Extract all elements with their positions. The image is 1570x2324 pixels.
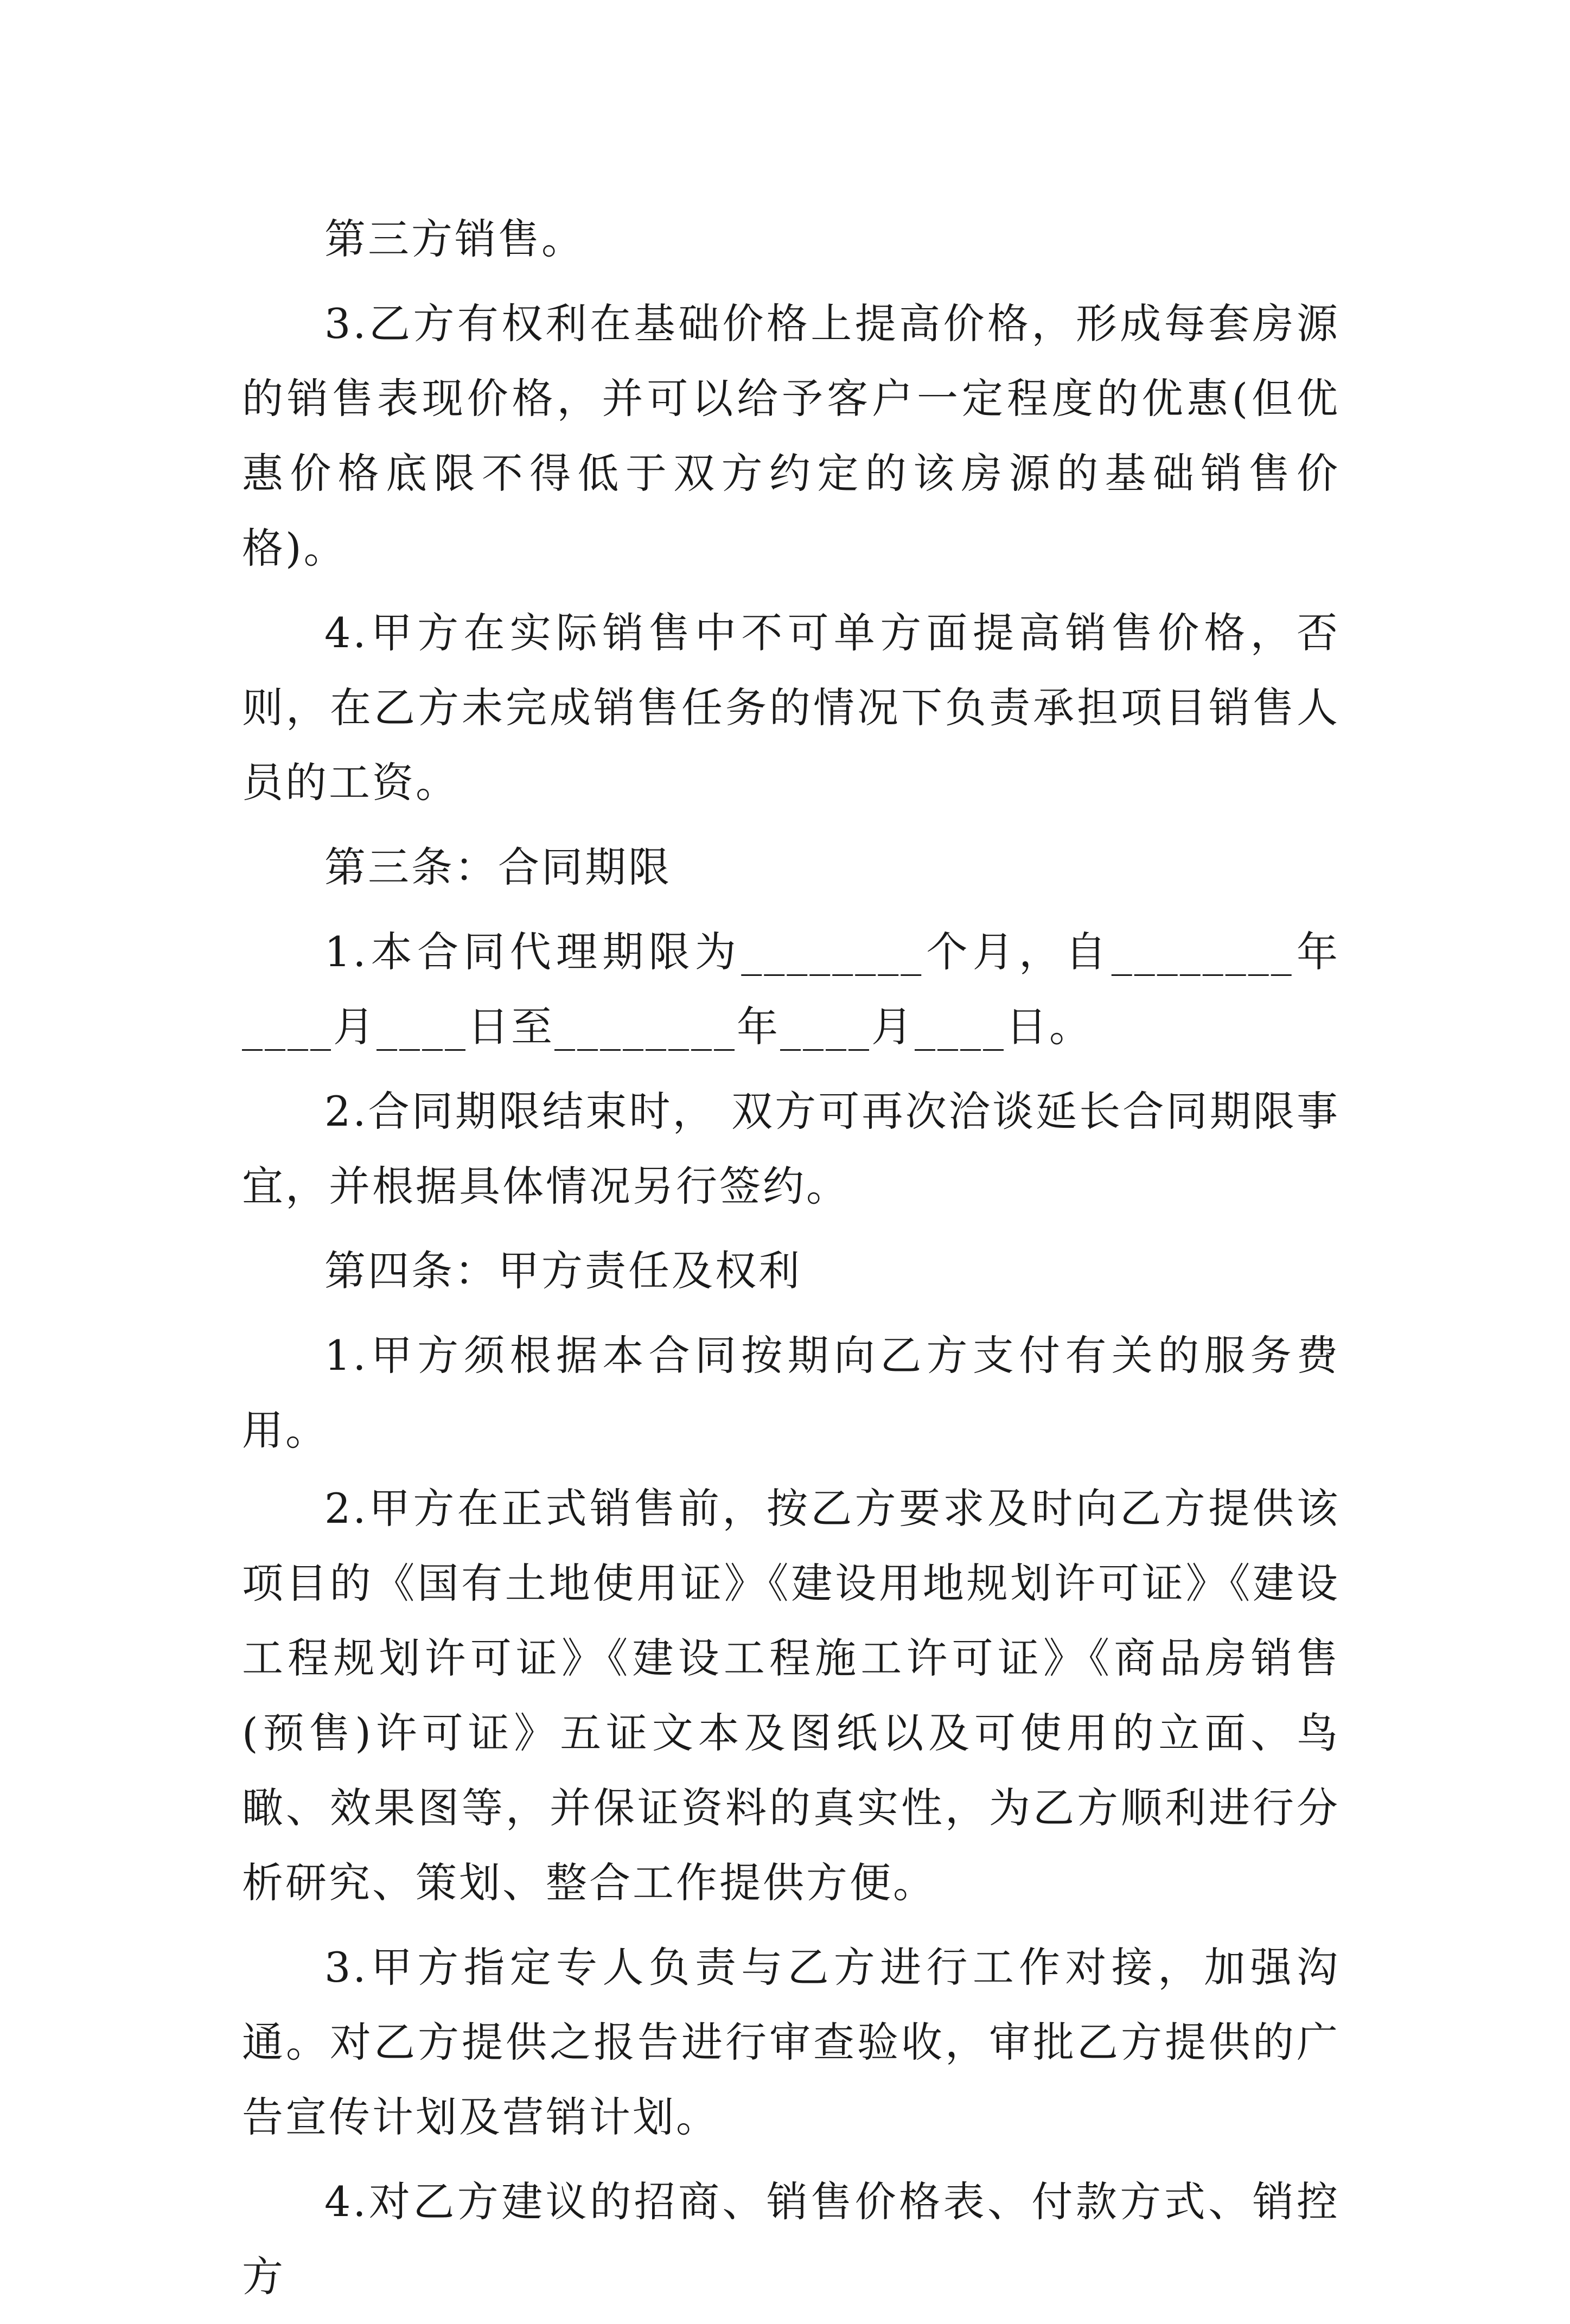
- section-heading-party-a-duties: 第四条：甲方责任及权利: [324, 1247, 802, 1295]
- paragraph-clause-4-price-restriction: 4.甲方在实际销售中不可单方面提高销售价格，否则，在乙方未完成销售任务的情况下负责承担项目销售人员的工资。: [242, 609, 1340, 807]
- paragraph-party-a-documents: 2.甲方在正式销售前，按乙方要求及时向乙方提供该项目的《国有土地使用证》《建设用地规划许可证》《建设工程规划许可证》《建设工程施工许可证》《商品房销售(预售)许可证》五证文本及图纸以及可使用的立面、鸟瞰、效果图等，并保证资料的真实性，为乙方顺利进行分析研究、策划、整合工作提供方便。: [242, 1484, 1340, 1907]
- paragraph-term-duration: 1.本合同代理期限为________个月，自________年____月____日至________年____月____日。: [242, 928, 1340, 1051]
- paragraph-third-party-sales: 第三方销售。: [324, 215, 585, 263]
- paragraph-term-renewal: 2.合同期限结束时， 双方可再次洽谈延长合同期限事宜，并根据具体情况另行签约。: [242, 1087, 1340, 1210]
- section-heading-contract-term: 第三条：合同期限: [324, 843, 672, 891]
- paragraph-party-a-contact: 3.甲方指定专人负责与乙方进行工作对接，加强沟通。对乙方提供之报告进行审查验收，审批乙方提供的广告宣传计划及营销计划。: [242, 1943, 1340, 2141]
- paragraph-clause-3-price-raise: 3.乙方有权利在基础价格上提高价格，形成每套房源的销售表现价格，并可以给予客户一定程度的优惠(但优惠价格底限不得低于双方约定的该房源的基础销售价格)。: [242, 299, 1340, 572]
- document-body: [242, 202, 1340, 2324]
- paragraph-party-a-approval: 4.对乙方建议的招商、销售价格表、付款方式、销控方: [242, 2178, 1340, 2301]
- paragraph-party-a-payment: 1.甲方须根据本合同按期向乙方支付有关的服务费用。: [242, 1331, 1340, 1454]
